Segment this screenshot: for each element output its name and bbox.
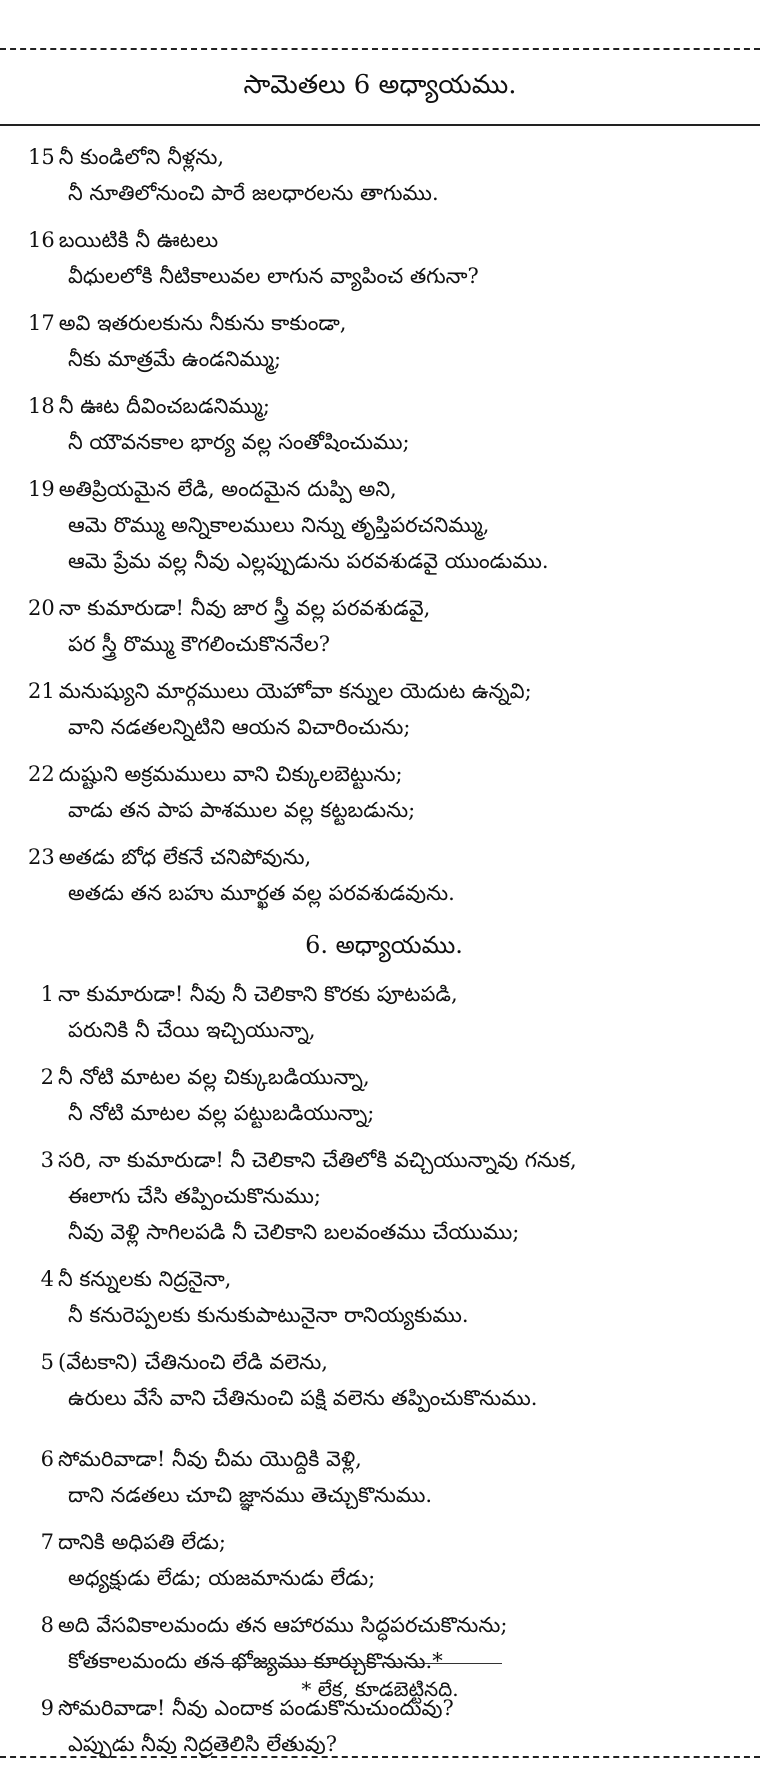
verse-continuation-line [28,258,740,294]
verse-text: కోతకాలమందు తన భోజ్యము కూర్చుకొనును.* [68,1649,443,1673]
verse-block [28,590,740,662]
verse-first-line [28,222,740,258]
verse-first-line [28,1344,740,1380]
verse-text: నీకు మాత్రమే ఉండనిమ్ము; [68,347,282,371]
chapter-heading: 6. అధ్యాయము. [305,931,463,959]
verse-continuation-line [28,424,740,460]
verse-text: నీవు వెళ్లి సాగిలపడి నీ చెలికాని బలవంతము చేయుము; [68,1220,520,1244]
verse-text: ఉరులు వేసే వాని చేతినుంచి పక్షి వలెను తప్పించుకొనుము. [68,1386,538,1410]
verse-block [28,1607,740,1679]
verse-text: పర స్త్రీ రొమ్ము కౌగలించుకొననేల? [68,632,330,656]
top-dashed-rule [0,48,760,50]
verses-chapter-5-end [28,139,740,911]
verse-continuation-line [28,1214,740,1250]
verse-continuation-line [28,626,740,662]
verse-text: నీ యౌవనకాల భార్య వల్ల సంతోషించుము; [68,430,410,454]
verse-text: (వేటకాని) చేతినుంచి లేడి వలెను, [58,1350,328,1374]
verse-first-line [28,1441,740,1477]
verse-text: నీ కన్నులకు నిద్రనైనా, [58,1267,232,1291]
verse-text: దానికి అధిపతి లేడు; [58,1530,226,1554]
verse-text: సోమరివాడా! నీవు చీమ యొద్దికి వెళ్లి, [58,1447,362,1471]
verse-first-line [28,1142,740,1178]
verse-block [28,1142,740,1250]
verse-number: 16 [28,228,55,252]
verse-block [28,139,740,211]
verse-text: నీ ఊట దీవించబడనిమ్ము; [58,394,270,418]
verse-text: ఆమె రొమ్ము అన్నికాలములు నిన్ను తృప్తిపరచనిమ్ము, [68,513,490,537]
verse-first-line [28,305,740,341]
verse-text: నా కుమారుడా! నీవు నీ చెలికాని కొరకు పూటపడి, [58,982,458,1006]
verse-continuation-line [28,1178,740,1214]
verse-text: బయిటికి నీ ఊటలు [58,228,219,252]
verse-continuation-line [28,1380,740,1416]
verse-text: సరి, నా కుమారుడా! నీ చెలికాని చేతిలోకి వచ్చియున్నావు గనుక, [58,1148,577,1172]
verse-text: ఆమె ప్రేమ వల్ల నీవు ఎల్లప్పుడును పరవశుడవై యుండుము. [68,549,549,573]
verse-number: 17 [28,311,55,335]
verse-text: నీ కనురెప్పలకు కునుకుపాటునైనా రానియ్యకుము. [68,1303,469,1327]
verse-text: మనుష్యుని మార్గములు యెహోవా కన్నుల యెదుట ఉన్నవి; [58,679,532,703]
verse-number: 8 [40,1613,54,1637]
verse-number: 2 [40,1065,54,1089]
verse-continuation-line [28,1012,740,1048]
verse-first-line [28,673,740,709]
verse-first-line [28,839,740,875]
verse-continuation-line [28,1477,740,1513]
verse-text: దుష్టుని అక్రమములు వాని చిక్కులబెట్టును; [58,762,403,786]
verse-first-line [28,1607,740,1643]
verse-continuation-line [28,1095,740,1131]
verse-first-line [28,388,740,424]
verse-text: పరునికి నీ చేయి ఇచ్చియున్నా, [68,1018,316,1042]
verse-number: 4 [40,1267,54,1291]
verse-block [28,1059,740,1131]
verse-text: దాని నడతలు చూచి జ్ఞానము తెచ్చుకొనుము. [68,1483,433,1507]
verse-continuation-line [28,792,740,828]
verse-text: నా కుమారుడా! నీవు జార స్త్రీ వల్ల పరవశుడవై, [58,596,431,620]
verse-block [28,222,740,294]
verse-text: ఈలాగు చేసి తప్పించుకొనుము; [68,1184,321,1208]
verse-text: నీ నోటి మాటల వల్ల చిక్కుబడియున్నా, [58,1065,370,1089]
page-content [28,128,740,1762]
verse-number: 23 [28,845,55,869]
verse-number: 7 [40,1530,54,1554]
verse-number: 15 [28,145,55,169]
header-rule [0,124,760,126]
verse-text: వీధులలోకి నీటికాలువల లాగున వ్యాపించ తగునా? [68,264,479,288]
verse-block [28,471,740,579]
verse-number: 6 [40,1447,54,1471]
verse-text: నీ నూతిలోనుంచి పారే జలధారలను తాగుము. [68,181,439,205]
verse-block [28,1261,740,1333]
verse-text: అతడు తన బహు మూర్ఖత వల్ల పరవశుడవును. [68,881,455,905]
verse-text: అది వేసవికాలమందు తన ఆహారము సిద్ధపరచుకొనును; [58,1613,508,1637]
verse-block [28,1344,740,1416]
verse-continuation-line [28,175,740,211]
verse-first-line [28,1059,740,1095]
verse-block [28,976,740,1048]
verse-continuation-line [28,1560,740,1596]
verse-number: 20 [28,596,55,620]
verse-block [28,673,740,745]
verse-block [28,1441,740,1513]
verse-first-line [28,756,740,792]
verse-number: 22 [28,762,55,786]
verse-text: ఎప్పుడు నీవు నిద్రతెలిసి లేతువు? [68,1732,337,1756]
verse-text: అవి ఇతరులకును నీకును కాకుండా, [58,311,347,335]
verse-number: 18 [28,394,55,418]
verse-first-line [28,1261,740,1297]
verse-continuation-line [28,543,740,579]
verse-block [28,839,740,911]
verse-number: 1 [40,982,54,1006]
verse-block [28,388,740,460]
verse-continuation-line [28,1297,740,1333]
verse-first-line [28,976,740,1012]
verse-first-line [28,590,740,626]
verse-continuation-line [28,341,740,377]
verse-block [28,1524,740,1596]
verse-block [28,305,740,377]
verse-text: అతడు బోధ లేకనే చనిపోవును, [58,845,312,869]
verse-first-line [28,1524,740,1560]
verse-text: అధ్యక్షుడు లేడు; యజమానుడు లేడు; [68,1566,376,1590]
verse-text: వాని నడతలన్నిటిని ఆయన విచారించును; [68,715,411,739]
verse-text: వాడు తన పాప పాశముల వల్ల కట్టబడును; [68,798,416,822]
verse-number: 5 [40,1350,54,1374]
verse-continuation-line [28,875,740,911]
verse-number: 21 [28,679,55,703]
verse-text: అతిప్రియమైన లేడి, అందమైన దుప్పి అని, [58,477,397,501]
bottom-dashed-rule [0,1756,760,1758]
verse-number: 3 [40,1148,54,1172]
footnote-rule [212,1663,502,1664]
verse-first-line [28,139,740,175]
verse-number: 19 [28,477,55,501]
verse-continuation-line [28,709,740,745]
verse-text: సోమరివాడా! నీవు ఎందాక పండుకొనుచుందువు? [58,1696,454,1720]
verse-number: 9 [40,1696,54,1720]
verse-text: నీ నోటి మాటల వల్ల పట్టుబడియున్నా; [68,1101,375,1125]
verse-block [28,756,740,828]
page-title: సామెతలు 6 అధ్యాయము. [243,70,517,100]
verses-chapter-6 [28,976,740,1762]
verse-continuation-line [28,507,740,543]
verse-first-line [28,471,740,507]
footnote: * లేక, కూడబెట్టినది. [301,1677,459,1701]
verse-text: నీ కుండిలోని నీళ్లను, [58,145,225,169]
